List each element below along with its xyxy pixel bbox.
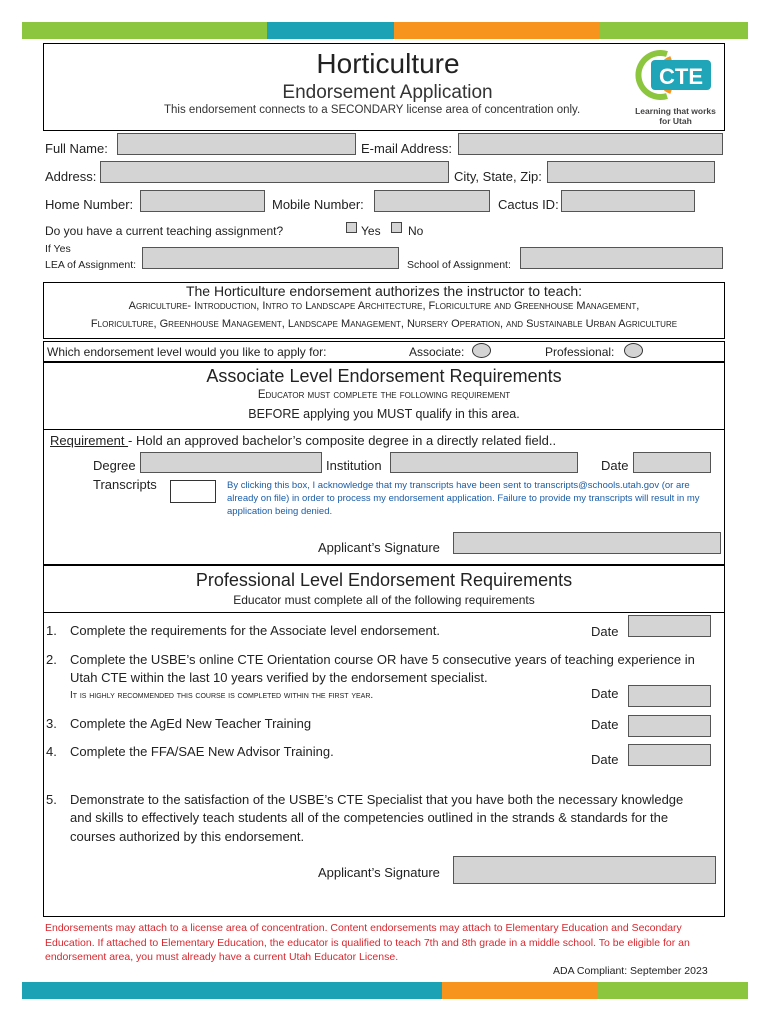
no-checkbox[interactable] xyxy=(391,222,402,233)
city-field[interactable] xyxy=(547,161,715,183)
if-yes-label: If Yes xyxy=(45,243,71,255)
institution-field[interactable] xyxy=(390,452,578,473)
requirement-label: Requirement xyxy=(50,433,129,448)
top-bar-green-2 xyxy=(600,22,748,39)
top-bar-green xyxy=(22,22,267,39)
logo-tagline-1: Learning that works xyxy=(635,106,716,116)
teaching-question: Do you have a current teaching assignment? xyxy=(45,224,284,238)
associate-signature-field[interactable] xyxy=(453,532,721,554)
home-number-field[interactable] xyxy=(140,190,265,212)
item-1-text: Complete the requirements for the Associate level endorsement. xyxy=(70,623,440,638)
top-bar-orange xyxy=(394,22,600,39)
ada-compliant: ADA Compliant: September 2023 xyxy=(553,965,708,977)
bottom-bar-green xyxy=(598,982,748,999)
top-bar-teal xyxy=(267,22,394,39)
degree-field[interactable] xyxy=(140,452,322,473)
no-label: No xyxy=(408,224,424,238)
transcripts-checkbox[interactable] xyxy=(170,480,216,503)
associate-radio[interactable] xyxy=(472,343,491,358)
bottom-bar-orange xyxy=(442,982,598,999)
school-label: School of Assignment: xyxy=(407,259,511,271)
cactus-id-label: Cactus ID: xyxy=(498,197,559,212)
courses-line-2: Floriculture, Greenhouse Management, Landscape Management, Nursery Operation, and Sustainable Urban Agriculture xyxy=(90,318,678,330)
authorizes-heading: The Horticulture endorsement authorizes the instructor to teach: xyxy=(185,283,583,299)
item-3-number: 3. xyxy=(46,716,57,731)
requirement-line xyxy=(50,433,556,448)
item-5-text-2: and skills to effectively teach students all of the competencies outlined in the strands & standards for the xyxy=(70,810,669,825)
logo-tagline-2: for Utah xyxy=(659,116,692,126)
item-5-number: 5. xyxy=(46,792,57,807)
transcripts-consent: By clicking this box, I acknowledge that my transcripts have been sent to transcripts@schools.utah.gov (or are already on file) in order to process my endorsement application. Failure to provide my transcripts will result in my application being denied. xyxy=(227,480,700,517)
level-question: Which endorsement level would you like to apply for: xyxy=(47,345,327,359)
professional-heading: Professional Level Endorsement Requirements xyxy=(195,570,573,590)
transcripts-label: Transcripts xyxy=(93,477,157,492)
item-4-date-field[interactable] xyxy=(628,744,711,766)
item-3-text: Complete the AgEd New Teacher Training xyxy=(70,716,312,731)
lea-label: LEA of Assignment: xyxy=(45,259,137,271)
cte-logo-mark xyxy=(633,50,718,100)
associate-option-label: Associate: xyxy=(409,345,465,359)
home-number-label: Home Number: xyxy=(45,197,134,212)
associate-date-field[interactable] xyxy=(633,452,711,473)
institution-label: Institution xyxy=(326,458,382,473)
item-1-number: 1. xyxy=(46,623,57,638)
footer-note: Endorsements may attach to a license area of concentration. Content endorsements may attach to Elementary Education and Secondary Education. If attached to Elementary Education, the educator is qualified to teach 7th and 8th grade in a middle school. To be eligible for an endorsement area, you must already have a current Utah Educator License. xyxy=(45,922,690,963)
email-label: E-mail Address: xyxy=(361,141,453,156)
professional-sub: Educator must complete all of the following requirements xyxy=(233,593,535,607)
associate-sub-1: Educator must complete the following requirement xyxy=(257,389,511,401)
item-4-date-label: Date xyxy=(591,752,619,767)
item-2-text: Complete the USBE’s online CTE Orientation course OR have 5 consecutive years of teaching experience in xyxy=(70,652,695,667)
item-1-date-label: Date xyxy=(591,624,619,639)
associate-date-label: Date xyxy=(601,458,629,473)
cactus-id-field[interactable] xyxy=(561,190,695,212)
professional-option-label: Professional: xyxy=(545,345,615,359)
item-2-date-field[interactable] xyxy=(628,685,711,707)
mobile-number-label: Mobile Number: xyxy=(272,197,364,212)
item-1-date-field[interactable] xyxy=(628,615,711,637)
cte-logo xyxy=(633,50,718,125)
item-2-note: It is highly recommended this course is completed within the first year. xyxy=(70,690,374,701)
item-2-date-label: Date xyxy=(591,686,619,701)
item-5-text-3: courses authorized by this endorsement. xyxy=(70,829,305,844)
degree-label: Degree xyxy=(93,458,136,473)
mobile-number-field[interactable] xyxy=(374,190,490,212)
email-field[interactable] xyxy=(458,133,723,155)
associate-sub-2: BEFORE applying you MUST qualify in this area. xyxy=(248,407,520,421)
secondary-note: This endorsement connects to a SECONDARY license area of concentration only. xyxy=(164,104,581,116)
item-3-date-field[interactable] xyxy=(628,715,711,737)
city-label: City, State, Zip: xyxy=(454,169,542,184)
item-5-text: Demonstrate to the satisfaction of the USBE’s CTE Specialist that you have both the necessary knowledge xyxy=(70,792,684,807)
professional-signature-label: Applicant’s Signature xyxy=(318,865,440,880)
professional-radio[interactable] xyxy=(624,343,643,358)
yes-label: Yes xyxy=(361,224,381,238)
item-3-date-label: Date xyxy=(591,717,619,732)
page-title: Horticulture xyxy=(316,48,460,79)
address-field[interactable] xyxy=(100,161,449,183)
item-4-text: Complete the FFA/SAE New Advisor Training. xyxy=(70,744,334,759)
bottom-bar-teal xyxy=(22,982,442,999)
associate-signature-label: Applicant’s Signature xyxy=(318,540,440,555)
yes-checkbox[interactable] xyxy=(346,222,357,233)
associate-divider xyxy=(43,429,725,430)
full-name-field[interactable] xyxy=(117,133,356,155)
item-4-number: 4. xyxy=(46,744,57,759)
professional-divider xyxy=(43,612,725,613)
item-2-number: 2. xyxy=(46,652,57,667)
professional-signature-field[interactable] xyxy=(453,856,716,884)
requirement-text: - Hold an approved bachelor’s composite degree in a directly related field.. xyxy=(128,433,557,448)
lea-field[interactable] xyxy=(142,247,399,269)
item-2-text-2: Utah CTE within the last 10 years verified by the endorsement specialist. xyxy=(70,670,488,685)
full-name-label: Full Name: xyxy=(45,141,108,156)
cte-logo-text: CTE xyxy=(659,64,703,89)
courses-line-1: Agriculture- Introduction, Intro to Landscape Architecture, Floriculture and Greenhouse Management, xyxy=(128,300,640,312)
address-label: Address: xyxy=(45,169,97,184)
associate-heading: Associate Level Endorsement Requirements xyxy=(206,366,562,386)
page-subtitle: Endorsement Application xyxy=(282,82,493,103)
school-field[interactable] xyxy=(520,247,723,269)
